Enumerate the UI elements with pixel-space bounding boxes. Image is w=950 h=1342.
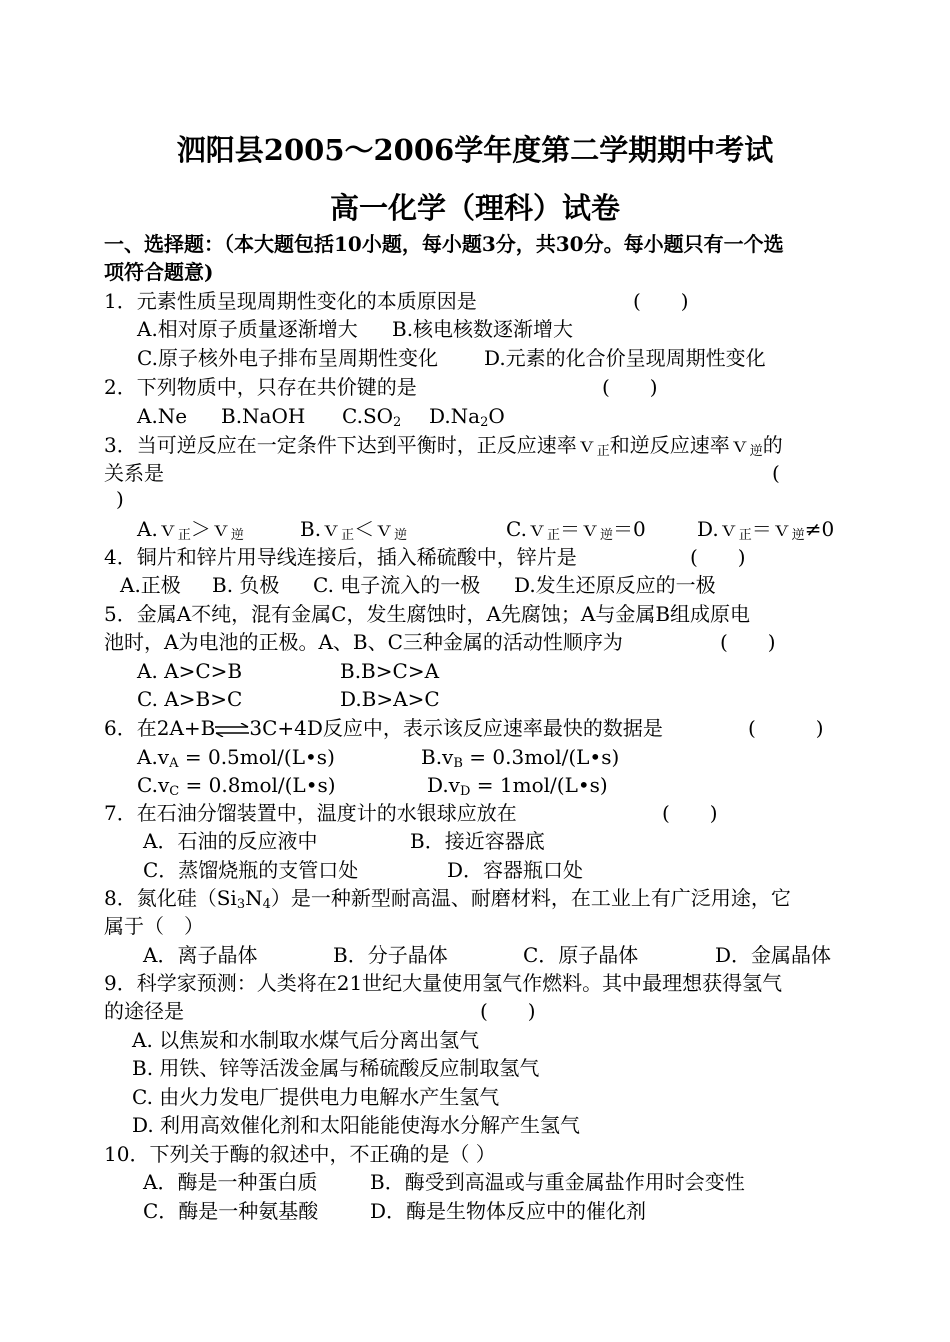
q7-stem: 7．在石油分馏装置中，温度计的水银球应放在 — [104, 801, 517, 825]
exam-title: 泗阳县2005～2006学年度第二学期期中考试 — [176, 133, 774, 167]
q10-stem: 10．下列关于酶的叙述中，不正确的是（ ） — [104, 1142, 496, 1166]
q7-option-b: B．接近容器底 — [410, 829, 545, 853]
q9-option-b: B. 用铁、锌等活泼金属与稀硫酸反应制取氢气 — [132, 1056, 540, 1080]
q7-option-a: A．石油的反应液中 — [143, 829, 318, 853]
q6-option-d-post: = 1mol/(L•s) — [470, 773, 608, 797]
q10-option-d: D．酶是生物体反应中的催化剂 — [370, 1199, 647, 1223]
q6-option-d — [427, 771, 608, 799]
q8-option-d: D．金属晶体 — [715, 943, 832, 967]
q8-sub-n: 4 — [262, 897, 271, 912]
q2-option-a: A.Ne — [137, 404, 188, 428]
q9-answer-blank: ( ) — [480, 999, 536, 1023]
q6-option-a-sub: A — [169, 756, 179, 771]
q6-stem-pre: 6．在2A+B — [104, 716, 216, 740]
q1-option-a: A.相对原子质量逐渐增大 — [137, 317, 358, 341]
q3-option-c-mid: ＝ｖ — [559, 517, 600, 541]
q8-option-c: C．原子晶体 — [523, 943, 639, 967]
q2-option-d — [429, 402, 505, 430]
q2-option-d-sub: 2 — [480, 415, 489, 430]
q2-option-d-text: D.Na — [429, 404, 481, 428]
q3-option-b — [300, 515, 407, 543]
q5-option-c: C. A>B>C — [137, 687, 243, 711]
q7-option-d: D．容器瓶口处 — [447, 858, 584, 882]
q3-option-b-pre: B.ｖ — [300, 517, 342, 541]
q3-option-d-pre: D.ｖ — [697, 517, 739, 541]
exam-subtitle: 高一化学（理科）试卷 — [329, 191, 620, 225]
q5-option-b: B.B>C>A — [340, 659, 440, 683]
q9-option-d: D. 利用高效催化剂和太阳能能使海水分解产生氢气 — [132, 1113, 581, 1137]
q3-stem-b: 和逆反应速率ｖ — [609, 433, 750, 457]
q6-answer-blank: ( ) — [748, 716, 824, 740]
q8-stem-mid: N — [245, 886, 263, 910]
q3-option-d-sub1: 正 — [738, 528, 752, 543]
q9-option-c: C. 由火力发电厂提供电力电解水产生氢气 — [132, 1085, 500, 1109]
q5-option-d: D.B>A>C — [340, 687, 440, 711]
q4-option-b: B. 负极 — [212, 573, 280, 597]
q1-option-c: C.原子核外电子排布呈周期性变化 — [137, 346, 438, 370]
q10-option-a: A．酶是一种蛋白质 — [143, 1170, 318, 1194]
q8-stem-post: ）是一种新型耐高温、耐磨材料，在工业上有广泛用途，它 — [270, 886, 791, 910]
q9-stem-line1: 9．科学家预测：人类将在21世纪大量使用氢气作燃料。其中最理想获得氢气 — [104, 971, 783, 995]
q1-answer-blank: ( ) — [633, 289, 689, 313]
q6-option-a — [137, 743, 335, 771]
q3-option-c-sub2: 逆 — [599, 528, 613, 543]
q3-stem-a: 3．当可逆反应在一定条件下达到平衡时，正反应速率ｖ — [104, 433, 597, 457]
q6-option-c-post: = 0.8mol/(L•s) — [179, 773, 336, 797]
q3-option-c-pre: C.ｖ — [506, 517, 547, 541]
q3-option-c — [506, 515, 646, 543]
q3-option-a-mid: ＞ｖ — [190, 517, 231, 541]
q3-option-a-pre: A.ｖ — [137, 517, 178, 541]
q9-option-a: A. 以焦炭和水制取水煤气后分离出氢气 — [132, 1028, 480, 1052]
q3-option-d-sub2: 逆 — [791, 528, 805, 543]
q6-option-a-post: = 0.5mol/(L•s) — [178, 745, 335, 769]
q8-stem-pre: 8．氮化硅（Si — [104, 886, 237, 910]
q7-answer-blank: ( ) — [662, 801, 718, 825]
q3-stem-c: 的 — [762, 433, 783, 457]
q6-option-b-pre: B.v — [421, 745, 454, 769]
q8-sub-si: 3 — [236, 897, 246, 912]
equilibrium-arrow-icon — [215, 723, 249, 737]
q4-answer-blank: ( ) — [690, 545, 746, 569]
q3-paren-open: ( — [772, 461, 780, 485]
q1-stem: 1．元素性质呈现周期性变化的本质原因是 — [104, 289, 477, 313]
q3-option-c-sub1: 正 — [546, 528, 560, 543]
q8-option-b: B．分子晶体 — [333, 943, 448, 967]
q3-sub-ni: 逆 — [749, 444, 763, 459]
q9-stem-line2: 的途径是 — [104, 999, 184, 1023]
q10-option-b: B．酶受到高温或与重金属盐作用时会变性 — [370, 1170, 745, 1194]
q8-option-a: A．离子晶体 — [143, 943, 258, 967]
q3-option-b-sub2: 逆 — [394, 528, 408, 543]
q3-option-b-sub1: 正 — [341, 528, 355, 543]
q6-option-b-post: = 0.3mol/(L•s) — [462, 745, 620, 769]
q4-option-a: A.正极 — [120, 573, 181, 597]
q6-option-d-pre: D.v — [427, 773, 460, 797]
q2-option-c-sub: 2 — [393, 415, 402, 430]
q3-option-a-sub2: 逆 — [230, 528, 244, 543]
q3-option-d-mid: ＝ｖ — [751, 517, 792, 541]
q2-stem: 2．下列物质中，只存在共价键的是 — [104, 375, 417, 399]
q8-stem-line1 — [104, 884, 791, 912]
q6-option-c-sub: C — [169, 784, 180, 799]
q2-option-d-tail: O — [488, 404, 505, 428]
q5-stem-line1: 5．金属A不纯，混有金属C，发生腐蚀时，A先腐蚀；A与金属B组成原电 — [104, 602, 751, 626]
q2-option-c-text: C.SO — [342, 404, 394, 428]
q5-stem-line2: 池时，A为电池的正极。A、B、C三种金属的活动性顺序为 — [104, 630, 623, 654]
q5-answer-blank: ( ) — [720, 630, 776, 654]
q7-option-c: C．蒸馏烧瓶的支管口处 — [143, 858, 359, 882]
q1-option-d: D.元素的化合价呈现周期性变化 — [484, 346, 766, 370]
q2-option-b: B.NaOH — [221, 404, 306, 428]
q4-option-c: C. 电子流入的一极 — [313, 573, 481, 597]
q6-option-c-pre: C.v — [137, 773, 170, 797]
q6-option-b-sub: B — [453, 756, 463, 771]
q3-stem-line1 — [104, 431, 783, 459]
q3-option-b-mid: ＜ｖ — [354, 517, 395, 541]
q2-answer-blank: ( ) — [602, 375, 658, 399]
q3-option-d-post: ≠0 — [804, 517, 835, 541]
q6-stem-post: 3C+4D反应中，表示该反应速率最快的数据是 — [249, 716, 663, 740]
section-heading-line2: 项符合题意) — [104, 260, 214, 284]
q6-option-c — [137, 771, 336, 799]
q3-option-d — [697, 515, 834, 543]
q3-stem-line2: 关系是 — [104, 461, 164, 485]
q6-option-b — [421, 743, 619, 771]
q5-option-a: A. A>C>B — [137, 659, 243, 683]
q3-paren-close: ) — [116, 487, 124, 511]
q3-sub-zheng: 正 — [596, 444, 610, 459]
q10-option-c: C．酶是一种氨基酸 — [143, 1199, 319, 1223]
q2-option-c — [342, 402, 401, 430]
q3-option-c-post: ＝0 — [612, 517, 646, 541]
q4-option-d: D.发生还原反应的一极 — [514, 573, 716, 597]
q1-option-b: B.核电核数逐渐增大 — [392, 317, 574, 341]
q6-stem — [104, 714, 663, 742]
q4-stem: 4．铜片和锌片用导线连接后，插入稀硫酸中，锌片是 — [104, 545, 577, 569]
section-heading-line1: 一、选择题：（本大题包括10小题，每小题3分，共30分。每小题只有一个选 — [104, 232, 784, 256]
q3-option-a — [137, 515, 244, 543]
q6-option-a-pre: A.v — [137, 745, 170, 769]
q8-stem-line2: 属于（ ） — [104, 914, 204, 938]
q3-option-a-sub1: 正 — [177, 528, 191, 543]
q6-option-d-sub: D — [459, 784, 471, 799]
